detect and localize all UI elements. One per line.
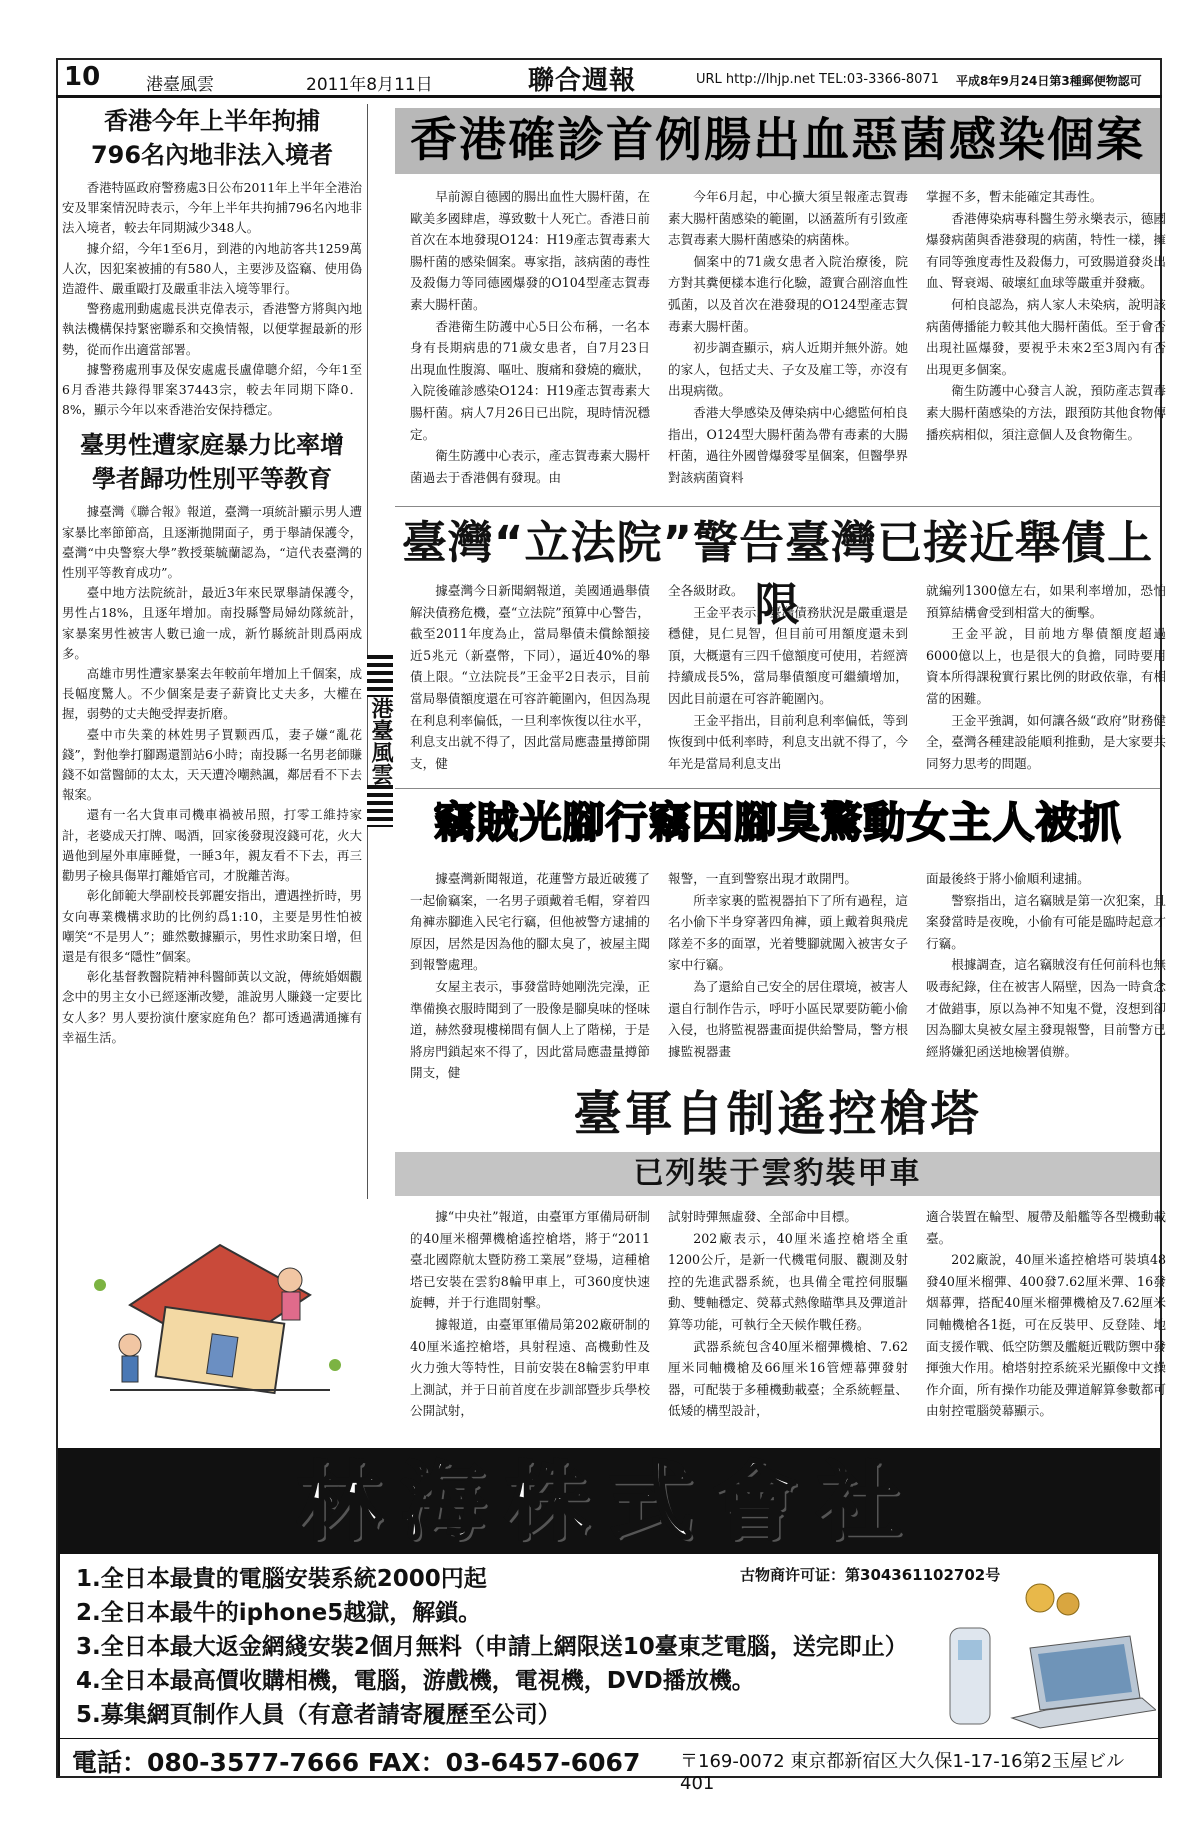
paragraph: 據臺灣今日新聞網報道，美國通過舉債解決債務危機，臺“立法院”預算中心警告，截至2011年度為止，當局舉債未償餘額接近5兆元（新臺幣，下同），逼近40%的舉債上限。“立法院長”王金平2日表示，目前當局舉債額度還在可容許範圍內，但因為現在利息利率偏低，一旦利率恢復以往水平，利息支出就不得了，因此當局應盡量撙節開支，健 [410,583,650,771]
column-divider [367,104,368,1199]
paragraph: 王金平說，目前地方舉債額度超過6000億以上，也是很大的負擔，同時要用資本所得課稅實行累比例的財政依靠，有相當的困難。 [926,626,1166,706]
paragraph: 王金平指出，目前利息利率偏低，等到恢復到中低利率時，利息支出就不得了，今年光是當局利息支出 [668,712,908,771]
paragraph: 個案中的71歲女患者入院治療後，院方對其糞便樣本進行化驗，證實合副溶血性弧菌，以及首次在港發現的O124型產志賀毒素大腸杆菌。 [668,253,908,334]
paragraph: 還有一名大貨車司機車禍被吊照，打零工維持家計，老婆成天打牌、喝酒，回家後發現沒錢可花，火大過他到屋外車庫睡覺，一睡3年，親友看不下去，再三勸男子檢具傷單打離婚官司，才脫離苦海。 [62,807,362,884]
article-column [410,1206,650,1422]
article-4-headline: 臺軍自制遙控槍塔 [573,1086,982,1142]
left-article-2-title-line1: 臺男性遭家庭暴力比率增 [80,431,344,460]
article-column [410,186,650,488]
side-label-text: 港臺風雲 [368,697,393,785]
paragraph: 臺中市失業的林姓男子買颗西瓜，妻子嫌“亂花錢”，對他拳打腳踢還罰站6小時；南投縣一名男老師賺錢不如當醫師的太太，天天遭冷嘲熱諷，鄰居看不下去報案。 [62,726,362,803]
paragraph: 衛生防護中心發言人說，預防產志賀毒素大腸杆菌感染的方法，跟預防其他食物傳播疾病相似，須注意個人及食物衛生。 [926,383,1166,442]
paragraph: 彰化師範大學副校長郭麗安指出，遭遇挫折時，男女向專業機構求助的比例約爲1:10，主要是男性怕被嘲笑“不是男人”；雖然數據顯示，男性求助案日增，但還是有很多“隱性”個案。 [62,888,362,964]
article-column [926,868,1166,1084]
ad-item: 4.全日本最高價收購相機，電腦，游戲機，電視機，DVD播放機。 [76,1668,755,1694]
url-tel: URL http://lhjp.net TEL:03-3366-8071 [696,72,939,87]
paragraph: 彰化基督教醫院精神科醫師黃以文說，傳統婚姻觀念中的男主女小已經逐漸改變，誰說男人賺錢一定要比女人多？男人要扮演什麼家庭角色？都可透過溝通擁有幸福生活。 [62,969,362,1045]
article-1-body [410,186,1166,488]
paragraph: 據臺灣《聯合報》報道，臺灣一項統計顯示男人遭家暴比率節節高，且逐漸拋開面子，勇于舉請保護令，臺灣“中央警察大學”教授葉毓蘭認為，“這代表臺灣的性別平等教育成功”。 [62,504,362,581]
ad-banner [60,1450,1158,1554]
section-side-label [366,655,394,827]
paragraph: 武器系統包含40厘米榴彈機槍、7.62厘米同軸機槍及66厘米16管煙幕彈發射器，可配裝于多種機動載臺；全系統輕量、低矮的構型設計， [668,1338,908,1419]
left-article-1 [62,104,362,420]
ad-item: 5.募集網頁制作人員（有意者請寄履歷至公司） [76,1702,561,1728]
article-column [668,868,908,1084]
page-number: 10 [64,62,101,92]
article-column [668,1206,908,1422]
paragraph: 今年6月起，中心擴大須呈報產志賀毒素大腸杆菌感染的範圍，以涵蓋所有引致產志賀毒素大腸杆菌感染的病菌株。 [668,189,908,248]
paragraph: 香港特區政府警務處3日公布2011年上半年全港治安及罪案情況時表示，今年上半年共拘捕796名內地非法入境者，較去年同期減少348人。 [62,180,362,236]
issue-date: 2011年8月11日 [306,75,433,95]
paragraph: 警務處刑動處處長洪克偉表示，香港警方將與內地執法機構保持緊密聯系和交換情報，以便掌握最新的形勢，從而作出適當部署。 [62,301,362,357]
paragraph: 警察指出，這名竊賊是第一次犯案，且案發當時是夜晚，小偷有可能是臨時起意才行竊。 [926,892,1166,951]
article-column [668,580,908,774]
article-2-headline: 臺灣“立法院”警告臺灣已接近舉債上限 [401,516,1154,631]
paragraph: 王金平表示，臺灣債務狀況是嚴重還是穩健，見仁見智，但目前可用額度還未到頂，大概還有三四千億額度可使用，若經濟持續成長5%，當局舉債額度可繼續增加，因此目前還在可容許範圍內。 [668,604,908,706]
article-column [410,868,650,1084]
decorative-bars [367,785,393,827]
paragraph: 報警，一直到警察出現才敢開門。 [668,871,857,886]
paragraph: 掌握不多，暫未能確定其毒性。 [926,189,1103,204]
laptop-phone-illustration [920,1578,1156,1734]
decorative-bars [367,655,393,697]
ad-footer [60,1738,1158,1794]
left-article-1-title-line2: 796名內地非法入境者 [90,141,334,169]
paragraph: 試射時彈無虛發、全部命中目標。 [668,1209,857,1224]
article-2-body [410,580,1166,774]
paragraph: 為了還給自己安全的居住環境，被害人還自行制作告示，呼吁小區民眾要防範小偷入侵，也將監視器畫面提供給警局，警方根據監視器畫 [668,978,908,1059]
paragraph: 據“中央社”報道，由臺軍方軍備局研制的40厘米榴彈機槍遙控槍塔，將于“2011臺北國際航太暨防務工業展”登場，這種槍塔已安裝在雲豹8輪甲車上，可360度快速旋轉，并于行進間射擊。 [410,1209,650,1311]
paragraph: 香港大學感染及傳染病中心總監何柏良指出，O124型大腸杆菌為帶有毒素的大腸杆菌，過往外國曾爆發零星個案，但醫學界對該病菌資料 [668,404,908,485]
article-1-headline: 香港確診首例腸出血惡菌感染個案 [395,108,1160,174]
phone-fax: 電話：080-3577-7666 FAX：03-6457-6067 [72,1748,641,1777]
paragraph: 何柏良認為，病人家人未染病，說明該病菌傳播能力較其他大腸杆菌低。至于會否出現社區爆發，要視乎未來2至3周內有否出現更多個案。 [926,296,1166,377]
domestic-violence-cartoon [70,1225,360,1405]
paragraph: 據介紹，今年1至6月，到港的內地訪客共1259萬人次，因犯案被捕的有580人，主要涉及盜竊、使用偽造證件、嚴重毆打及嚴重非法入境等罪行。 [62,240,362,297]
left-article-2 [62,428,362,1047]
advertisement [58,1448,1160,1794]
article-column [668,186,908,488]
article-column [926,1206,1166,1422]
paragraph: 香港傳染病專科醫生勞永樂表示，德國爆發病菌與香港發現的病菌，特性一樣，擁有同等強度毒性及殺傷力，可致腸道發炎出血、腎衰竭、破壞紅血球等嚴重并發癥。 [926,210,1166,291]
paragraph: 面最後終于將小偷順利逮捕。 [926,871,1090,886]
paragraph: 臺中地方法院統計，最近3年來民眾舉請保護令，男性占18%，且逐年增加。南投縣警局婦幼隊統計，家暴案男性被害人數已逾一成，新竹縣統計則爲兩成多。 [62,585,362,661]
left-article-2-title-line2: 學者歸功性別平等教育 [92,465,332,494]
ad-item: 1.全日本最貴的電腦安裝系統2000円起 [76,1566,487,1592]
article-column [410,580,650,774]
left-column [62,104,362,1048]
company-address: 〒169-0072 東京都新宿区大久保1-17-16第2玉屋ビル401 [680,1751,1125,1794]
article-divider [395,788,1160,789]
article-column [926,580,1166,774]
paragraph: 初步調查顯示，病人近期并無外游。她的家人，包括丈夫、子女及雇工等，亦沒有出現病徵。 [668,340,908,399]
page-header [56,58,1162,98]
left-article-1-title-line1: 香港今年上半年拘捕 [104,107,320,135]
paragraph: 早前源自德國的腸出血性大腸杆菌，在歐美多國肆虐，導致數十人死亡。香港日前首次在本地發現O124：H19產志賀毒素大腸杆菌的感染個案。專家指，該病菌的毒性及殺傷力等同德國爆發的O104型產志賀毒素大腸杆菌。 [410,189,650,312]
article-column [926,186,1166,488]
paragraph: 高雄市男性遭家暴案去年較前年增加上千個案，成長幅度驚人。不少個案是妻子薪資比丈夫多，大權在握，弱勢的丈夫飽受捍妻折磨。 [62,666,362,722]
article-4-subheadline: 已列裝于雲豹裝甲車 [395,1152,1160,1196]
paragraph: 據報道，由臺軍軍備局第202廠研制的40厘米遙控槍塔，具射程遠、高機動性及火力強大等特性，目前安裝在8輪雲豹甲車上測試，并于日前首度在步訓部暨步兵學校公開試射， [410,1316,650,1419]
paragraph: 據臺灣新聞報道，花蓮警方最近破獲了一起偷竊案，一名男子頭戴着毛帽，穿着四角褲赤腳進入民宅行竊，但他被警方逮捕的原因，居然是因為他的腳太臭了，被屋主聞到報警處理。 [410,871,650,973]
postal-permit: 平成8年9月24日第3種郵便物認可 [956,74,1142,88]
paragraph: 全各級財政。 [668,583,744,598]
paragraph: 女屋主表示，事發當時她剛洗完澡，正準備換衣服時聞到了一股像是腳臭味的怪味道，赫然發現樓梯間有個人上了階梯，于是將房門鎖起來不得了，因此當局應盡量撙節開支，健 [410,978,650,1081]
article-3-body [410,868,1166,1084]
article-3-headline: 竊賊光腳行竊因腳臭驚動女主人被抓 [433,798,1122,847]
section-name: 港臺風雲 [146,75,214,95]
paragraph: 香港衛生防護中心5日公布稱，一名本身有長期病患的71歲女患者，自7月23日出現血性腹瀉、嘔吐、腹痛和發燒的癥狀，入院後確診感染O124：H19產志賀毒素大腸杆菌。病人7月26日已出院，現時情況穩定。 [410,318,650,442]
paragraph: 所幸家裏的監視器拍下了所有過程，這名小偷下半身穿著四角褲，頭上戴着與飛虎隊差不多的面罩，光着雙腳就闖入被害女子家中行竊。 [668,892,908,973]
paragraph: 王金平強調，如何讓各級“政府”財務健全，臺灣各種建設能順利推動，是大家要共同努力思考的問題。 [926,712,1166,771]
paragraph: 202廠說，40厘米遙控槍塔可裝填48發40厘米榴彈、400發7.62厘米彈、16發烟幕彈，搭配40厘米榴彈機槍及7.62厘米同軸機槍各1挺，可在反裝甲、反登陸、地面支援作戰、低空防禦及艦艇近戰防禦中發揮強大作用。槍塔射控系統采光顯像中文操作介面，所有操作功能及彈道解算參數都可由射控電腦熒幕顯示。 [926,1252,1166,1419]
paragraph: 202廠表示，40厘米遙控槍塔全重1200公斤，是新一代機電伺服、觀測及射控的先進武器系統，也具備全電控伺服驅動、雙軸穩定、熒幕式熱像瞄準具及彈道計算等功能，可執行全天候作戰任務。 [668,1230,908,1332]
paragraph: 據警務處刑事及保安處處長盧偉聰介紹，今年1至6月香港共錄得罪案37443宗，較去年同期下降0．8%，顯示今年以來香港治安保持穩定。 [62,361,362,418]
article-divider [395,506,1160,507]
antique-dealer-permit: 古物商许可证：第304361102702号 [740,1566,1001,1584]
paragraph: 衛生防護中心表示，產志賀毒素大腸杆菌過去于香港偶有發現。由 [410,448,650,485]
article-4-body [410,1206,1166,1422]
paragraph: 就編列1300億左右，如果利率增加，恐怕預算結構會受到相當大的衝擊。 [926,583,1166,620]
paragraph: 適合裝置在輪型、履帶及船艦等各型機動載臺。 [926,1209,1166,1246]
company-name: 林海株式會社 [296,1453,921,1551]
ad-item: 2.全日本最牛的iphone5越獄，解鎖。 [76,1600,482,1626]
ad-item: 3.全日本最大返金網綫安裝2個月無料（申請上網限送10臺東芝電腦，送完即止） [76,1634,908,1660]
paragraph: 根據調查，這名竊賊沒有任何前科也無吸毒紀錄，住在被害人隔壁，因為一時貪念才做錯事，原以為神不知鬼不覺，沒想到卻因為腳太臭被女屋主發現報警，目前警方已經將嫌犯函送地檢署偵辦。 [926,957,1166,1059]
paper-name: 聯合週報 [528,66,637,96]
